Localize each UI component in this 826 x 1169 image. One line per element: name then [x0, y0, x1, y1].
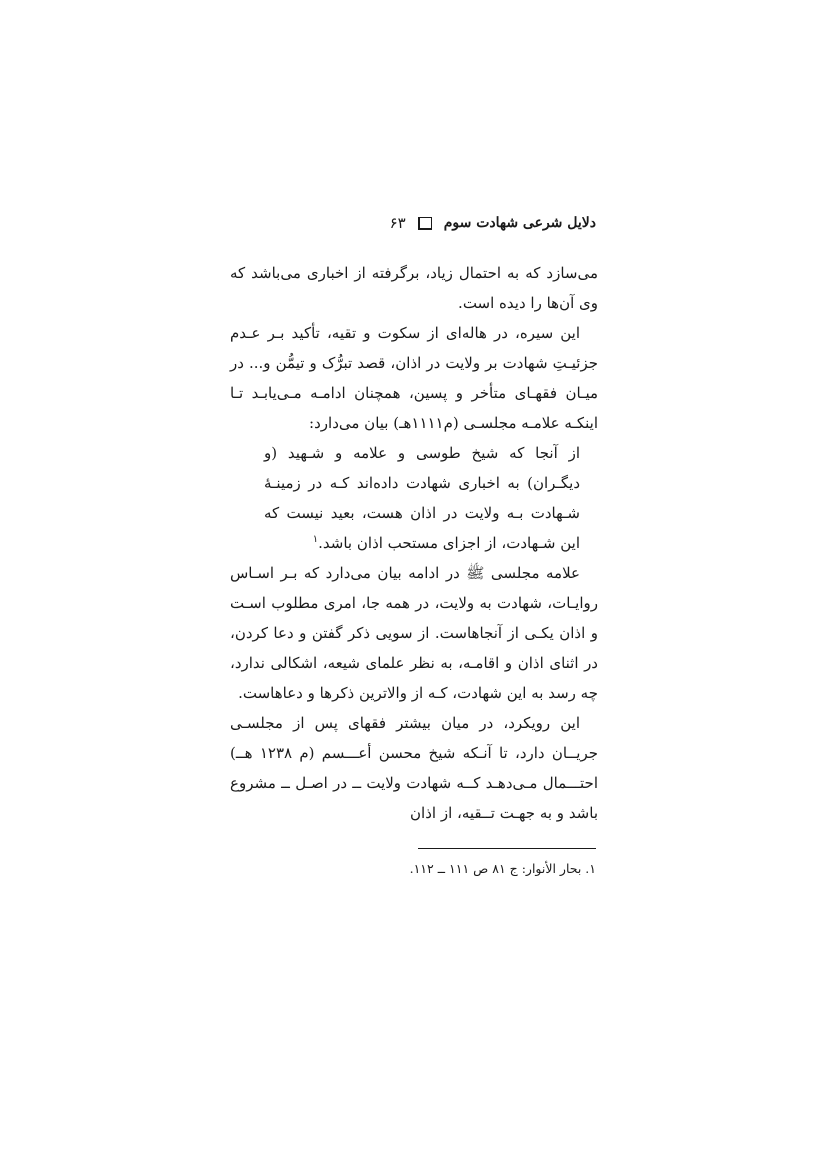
paragraph-2: این سیره، در هاله‌ای از سکوت و تقیه، تأکید بـر عـدم جزئیـتِ شهادت بر ولایت در اذان، قصد تبرُّک و تیمُّن و... در میـان فقهـای متأخر و پسین، همچنان ادامـه مـی‌یابـد تـا اینکـه علامـه مجلسـی (م۱۱۱۱هـ) بیان می‌دارد:	[230, 324, 598, 432]
header-square-icon	[418, 217, 432, 230]
header-title: دلایل شرعی شهادت سوم	[443, 215, 596, 231]
running-header	[230, 210, 596, 236]
quote-text: از آنجا که شیخ طوسی و علامه و شـهید (و دیگـران) به اخباری شهادت داده‌اند کـه در زمینـۀ شـهادت بـه ولایت در اذان هست، بعید نیست که این شـهادت، از اجزای مستحب اذان باشد.	[264, 444, 580, 552]
footnote-mark[interactable]: ۱	[312, 534, 319, 545]
paragraph-4: این رویکرد، در میان بیشتر فقهای پس از مجلسـی جریــان دارد، تا آنـکه شیخ محسن أعـــسم (م ۱۲۳۸ هــ) احتـــمال مـی‌دهـد کــه شهادت ولایت ــ در اصـل ــ مشروع باشد و به جهـت تــقیه، از اذان	[230, 714, 598, 822]
paragraph-3: علامه مجلسی ﷺ در ادامه بیان می‌دارد که بـر اسـاس روایـات، شهادت به ولایت، در همه جا، امری مطلوب اسـت و اذان یکـی از آنجاهاست. از سویی ذکر گفتن و دعا کردن، در اثنای اذان و اقامـه، به نظر علمای شیعه، اشکالی ندارد، چه رسد به این شهادت، کـه از والاترین ذکرها و دعاهاست.	[230, 564, 598, 702]
block-quote	[230, 438, 598, 558]
body-text	[230, 258, 598, 828]
page-number: ۶۳	[389, 214, 406, 232]
footnote-1: ۱. بحار الأنوار: ج ۸۱ ص ۱۱۱ ــ ۱۱۲.	[409, 861, 596, 876]
footnote-separator	[418, 848, 596, 849]
paragraph-1: می‌سازد که به احتمال زیاد، برگرفته از اخباری می‌باشد که وی آن‌ها را دیده است.	[230, 264, 598, 312]
